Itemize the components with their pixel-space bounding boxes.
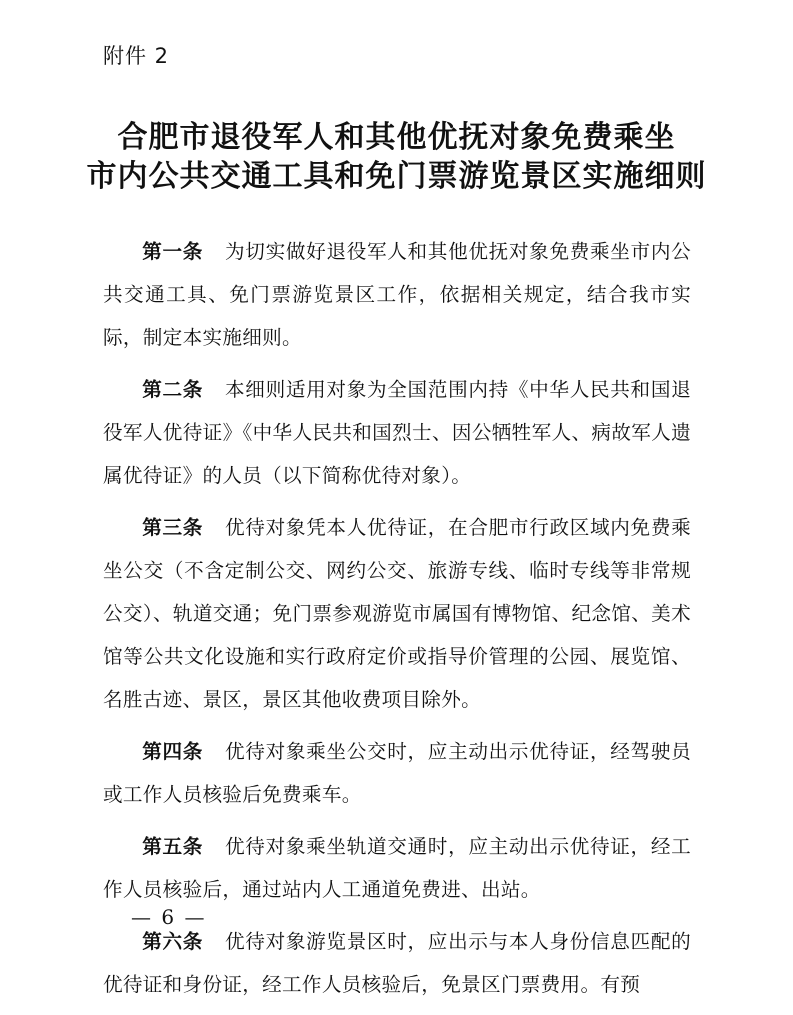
article-6 [103, 920, 691, 1006]
article-1 [103, 230, 691, 359]
article-text: 优待对象乘坐轨道交通时，应主动出示优待证，经工作人员核验后，通过站内人工通道免费进、出站。 [103, 835, 692, 901]
document-body [103, 230, 691, 1015]
attachment-label: 附件 2 [103, 44, 170, 68]
article-text: 本细则适用对象为全国范围内持《中华人民共和国退役军人优待证》《中华人民共和国烈士、因公牺牲军人、病故军人遗属优待证》的人员（以下简称优待对象）。 [103, 378, 692, 487]
article-label: 第五条 [142, 835, 204, 858]
document-title-line-2: 市内公共交通工具和免门票游览景区实施细则 [86, 159, 707, 194]
article-text: 优待对象乘坐公交时，应主动出示优待证，经驾驶员或工作人员核验后免费乘车。 [103, 740, 692, 806]
article-text: 优待对象凭本人优待证，在合肥市行政区域内免费乘坐公交（不含定制公交、网约公交、旅游专线、临时专线等非常规公交）、轨道交通；免门票参观游览市属国有博物馆、纪念馆、美术馆等公共文化设施和实行政府定价或指导价管理的公园、展览馆、名胜古迹、景区，景区其他收费项目除外。 [103, 516, 692, 711]
article-label: 第一条 [142, 240, 204, 263]
page-number: — 6 — [131, 905, 207, 929]
article-label: 第六条 [142, 930, 204, 953]
article-label: 第三条 [142, 516, 204, 539]
article-3 [103, 506, 691, 721]
article-2 [103, 368, 691, 497]
document-title-line-1: 合肥市退役军人和其他优抚对象免费乘坐 [117, 120, 676, 155]
article-text: 优待对象游览景区时，应出示与本人身份信息匹配的优待证和身份证，经工作人员核验后，免景区门票费用。有预 [103, 930, 692, 996]
article-4 [103, 730, 691, 816]
article-label: 第二条 [142, 378, 204, 401]
article-5 [103, 825, 691, 911]
article-text: 为切实做好退役军人和其他优抚对象免费乘坐市内公共交通工具、免门票游览景区工作，依据相关规定，结合我市实际，制定本实施细则。 [103, 240, 692, 349]
article-label: 第四条 [142, 740, 204, 763]
